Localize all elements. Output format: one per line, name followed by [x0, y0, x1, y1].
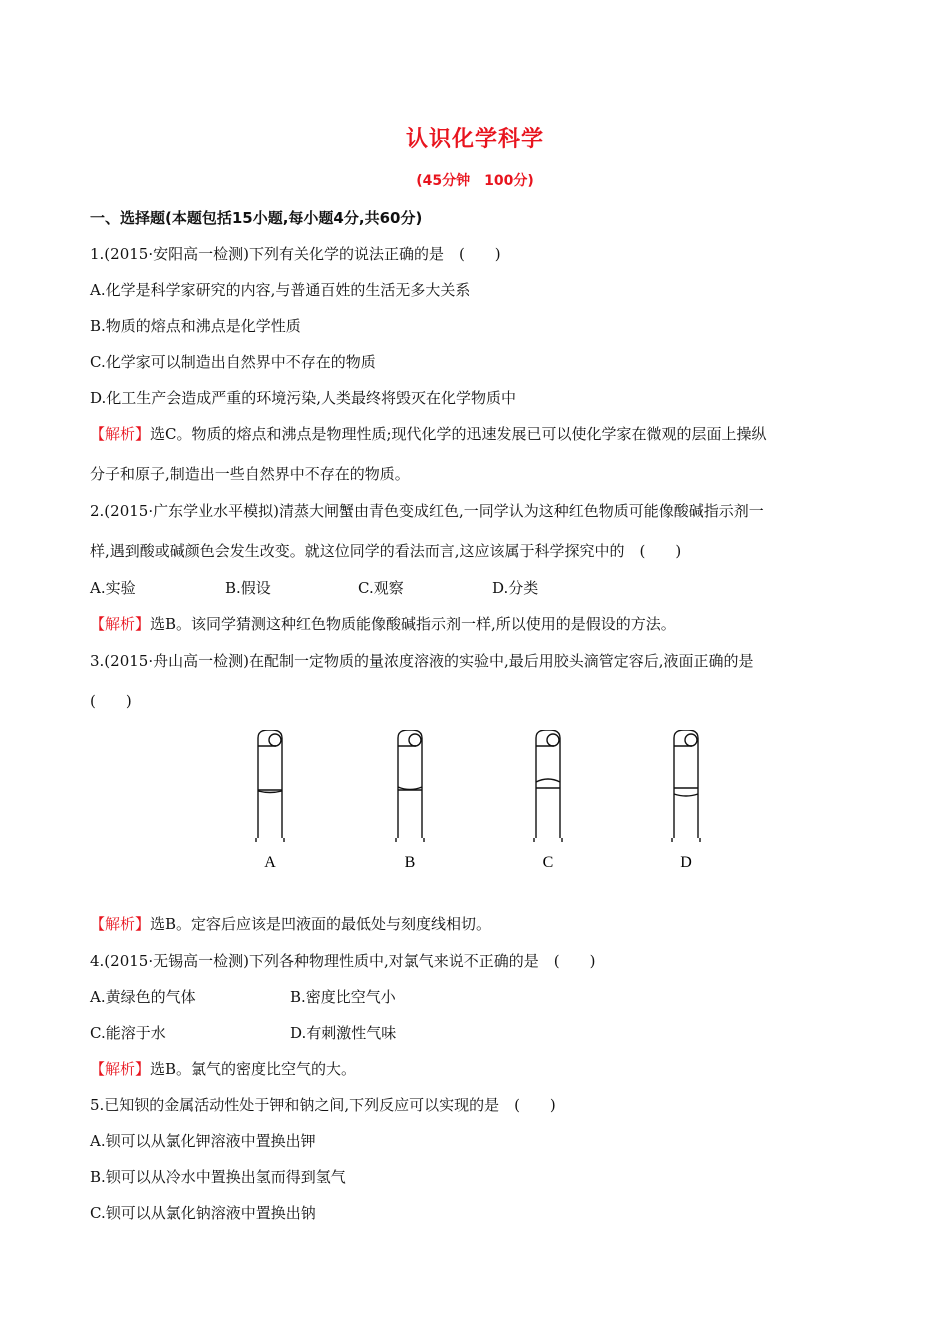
q1-analysis [90, 423, 870, 444]
q3-stem-line1: 3.(2015·舟山高一检测)在配制一定物质的量浓度溶液的实验中,最后用胶头滴管定容后,液面正确的是 [90, 652, 754, 670]
analysis-tag: 【解析】 [90, 615, 151, 633]
flask-neck-d [672, 730, 700, 842]
analysis-tag: 【解析】 [90, 1060, 151, 1078]
analysis-tag: 【解析】 [90, 425, 151, 443]
q2-analysis-text: 选B。该同学猜测这种红色物质能像酸碱指示剂一样,所以使用的是假设的方法。 [150, 615, 676, 633]
page-title: 认识化学科学 [405, 127, 544, 152]
q2-stem-line1: 2.(2015·广东学业水平模拟)清蒸大闸蟹由青色变成红色,一同学认为这种红色物质可能像酸碱指示剂一 [90, 502, 764, 520]
q4-options-row2 [90, 1022, 870, 1043]
volumetric-flask-necks-figure [230, 730, 730, 880]
flask-neck-a [256, 730, 284, 842]
page-subtitle: (45分钟 100分) [416, 173, 534, 189]
q3-analysis [90, 913, 870, 934]
q1-option-a: A.化学是科学家研究的内容,与普通百姓的生活无多大关系 [90, 281, 471, 299]
section-heading: 一、选择题(本题包括15小题,每小题4分,共60分) [90, 209, 423, 227]
q2-analysis [90, 613, 870, 634]
q5-stem: 5.已知钡的金属活动性处于钾和钠之间,下列反应可以实现的是 ( ) [90, 1096, 556, 1114]
q2-options [90, 577, 870, 598]
q4-analysis-text: 选B。氯气的密度比空气的大。 [150, 1060, 357, 1078]
analysis-tag: 【解析】 [90, 915, 151, 933]
q4-stem: 4.(2015·无锡高一检测)下列各种物理性质中,对氯气来说不正确的是 ( ) [90, 952, 596, 970]
q5-option-c: C.钡可以从氯化钠溶液中置换出钠 [90, 1204, 316, 1222]
figure-label-d: D [680, 854, 692, 871]
q4-option-c: C.能溶于水 [90, 1024, 166, 1042]
q2-stem-line2: 样,遇到酸或碱颜色会发生改变。就这位同学的看法而言,这应该属于科学探究中的 ( ) [90, 542, 682, 560]
flask-neck-c [534, 730, 562, 842]
q1-analysis-cont: 分子和原子,制造出一些自然界中不存在的物质。 [90, 465, 410, 483]
q4-option-b: B.密度比空气小 [290, 988, 396, 1006]
q1-stem: 1.(2015·安阳高一检测)下列有关化学的说法正确的是 ( ) [90, 245, 501, 263]
figure-label-a: A [264, 854, 276, 871]
q2-option-a: A.实验 [90, 579, 136, 597]
q4-option-a: A.黄绿色的气体 [90, 988, 196, 1006]
q1-option-b: B.物质的熔点和沸点是化学性质 [90, 317, 301, 335]
figure-label-b: B [404, 854, 416, 871]
figure-label-c: C [542, 854, 554, 871]
q4-analysis [90, 1058, 870, 1079]
q1-analysis-text: 选C。物质的熔点和沸点是物理性质;现代化学的迅速发展已可以使化学家在微观的层面上操纵 [150, 425, 767, 443]
q5-option-a: A.钡可以从氯化钾溶液中置换出钾 [90, 1132, 316, 1150]
q3-stem-line2: ( ) [90, 692, 132, 710]
q3-analysis-text: 选B。定容后应该是凹液面的最低处与刻度线相切。 [150, 915, 492, 933]
q1-option-c: C.化学家可以制造出自然界中不存在的物质 [90, 353, 376, 371]
flask-neck-b [396, 730, 424, 842]
q2-option-b: B.假设 [225, 579, 271, 597]
q5-option-b: B.钡可以从冷水中置换出氢而得到氢气 [90, 1168, 346, 1186]
q1-option-d: D.化工生产会造成严重的环境污染,人类最终将毁灭在化学物质中 [90, 389, 517, 407]
q2-option-c: C.观察 [358, 579, 404, 597]
q2-option-d: D.分类 [492, 579, 539, 597]
q4-option-d: D.有刺激性气味 [290, 1024, 397, 1042]
q4-options-row1 [90, 986, 870, 1007]
